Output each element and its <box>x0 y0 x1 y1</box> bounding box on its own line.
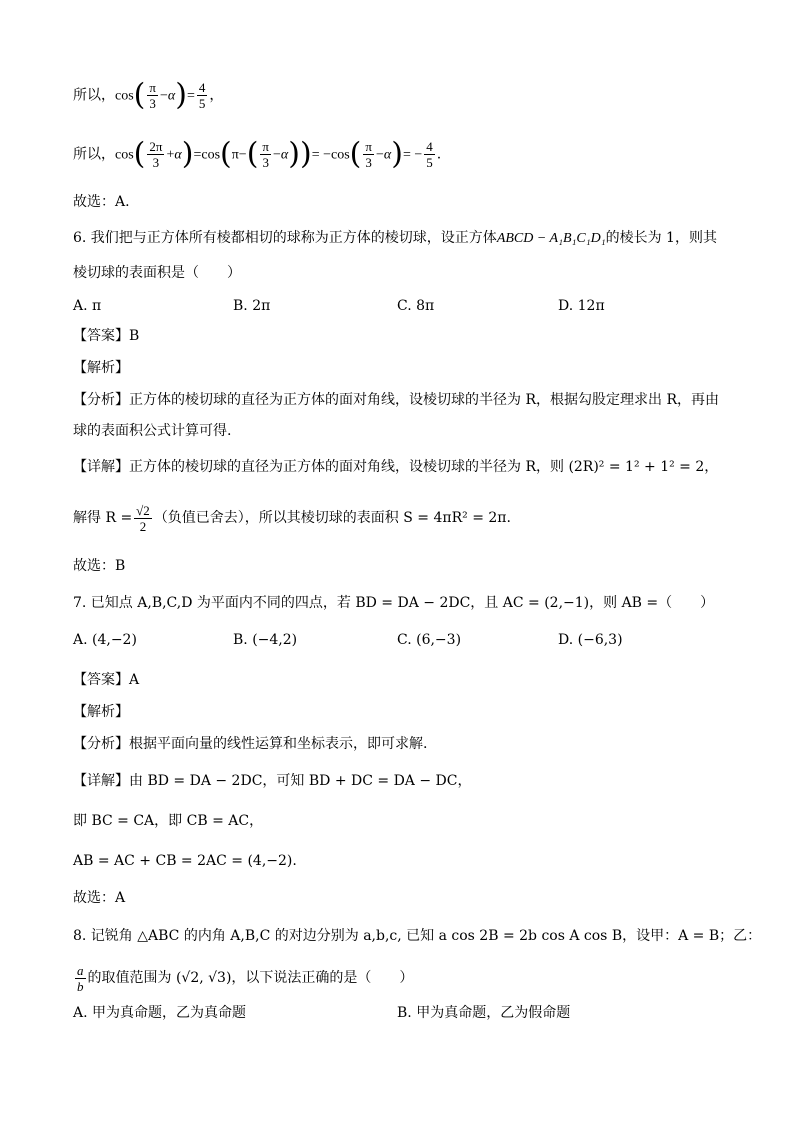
q6-analysis-2: 球的表面积公式计算可得. <box>73 423 232 439</box>
q6-detail-2: 解得 R = $\frac{√2}{2}$ （负值已舍去），所以其棱切球的表面积 S = 4πR² = 2π. <box>73 502 511 534</box>
q8-option-b: B. 甲为真命题，乙为假命题 <box>397 1005 571 1021</box>
text-prefix: 所以， <box>73 87 115 104</box>
select-answer-5: 故选：A. <box>73 194 130 210</box>
question-6-line-1 <box>73 228 717 249</box>
q7-answer: 【答案】A <box>73 672 140 688</box>
line-solution-2: 所以，cos( $\frac{2\pi}{3}$ +α)=cos(π−( $\frac{\pi}{3}$ −α))= −cos( $\frac{\pi}{3}$ −α)= − $\frac{4}{5}$ . <box>73 136 442 172</box>
q6-analysis-1: 【分析】正方体的棱切球的直径为正方体的面对角线，设棱切球的半径为 R，根据勾股定理求出 R，再由 <box>73 392 719 408</box>
q8-option-a: A. 甲为真命题，乙为真命题 <box>73 1005 247 1021</box>
line-solution-1: 所以，cos( $\frac{\pi}{3}$ −α)= $\frac{4}{5}$ ， <box>73 77 224 113</box>
q6-detail-1: 【详解】正方体的棱切球的直径为正方体的面对角线，设棱切球的半径为 R，则 (2R)² = 1² + 1² = 2， <box>73 459 719 475</box>
q7-detail-1: 【详解】由 BD = DA − 2DC，可知 BD + DC = DA − DC， <box>73 773 472 789</box>
q6-text-a: 6. 我们把与正方体所有棱都相切的球称为正方体的棱切球，设正方体 <box>73 230 497 246</box>
q7-option-c: C. (6,−3) <box>397 632 462 648</box>
q7-detail-3: AB = AC + CB = 2AC = (4,−2). <box>73 853 297 869</box>
q6-option-a: A. π <box>73 298 102 314</box>
q7-jiexi-heading: 【解析】 <box>73 704 129 720</box>
question-8-line-1: 8. 记锐角 △ABC 的内角 A,B,C 的对边分别为 a,b,c, 已知 a cos 2B = 2b cos A cos B，设甲：A = B；乙： <box>73 928 762 944</box>
q6-cube-name: ABCD − A₁B₁C₁D₁ <box>496 231 606 246</box>
q6-option-b: B. 2π <box>233 298 271 314</box>
q8-text-b: 的取值范围为 (√2, √3)，以下说法正确的是（ ） <box>87 970 414 986</box>
q6-detail-2a: 解得 R = <box>73 510 133 526</box>
q7-analysis: 【分析】根据平面向量的线性运算和坐标表示，即可求解. <box>73 736 428 752</box>
q6-detail-2b: （负值已舍去），所以其棱切球的表面积 S = 4πR² = 2π. <box>153 510 511 526</box>
q7-option-b: B. (−4,2) <box>233 632 298 648</box>
q7-detail-2: 即 BC = CA，即 CB = AC， <box>73 813 264 829</box>
q7-option-d: D. (−6,3) <box>558 632 623 648</box>
q6-select: 故选：B <box>73 558 126 574</box>
question-7-line-1: 7. 已知点 A,B,C,D 为平面内不同的四点，若 BD = DA − 2DC，且 AC = (2,−1)，则 AB =（ ） <box>73 595 715 611</box>
q6-text-b: 的棱长为 1，则其 <box>605 230 717 246</box>
q6-answer: 【答案】B <box>73 328 140 344</box>
q6-jiexi-heading: 【解析】 <box>73 360 129 376</box>
text-prefix: 所以， <box>73 146 115 163</box>
q6-option-d: D. 12π <box>558 298 605 314</box>
question-6-line-2: 棱切球的表面积是（ ） <box>73 265 241 281</box>
question-8-line-2: $\frac{a}{b}$ 的取值范围为 (√2, √3)，以下说法正确的是（ ） <box>77 962 414 994</box>
q7-select: 故选：A <box>73 890 126 906</box>
q7-option-a: A. (4,−2) <box>73 632 137 648</box>
q6-option-c: C. 8π <box>397 298 435 314</box>
